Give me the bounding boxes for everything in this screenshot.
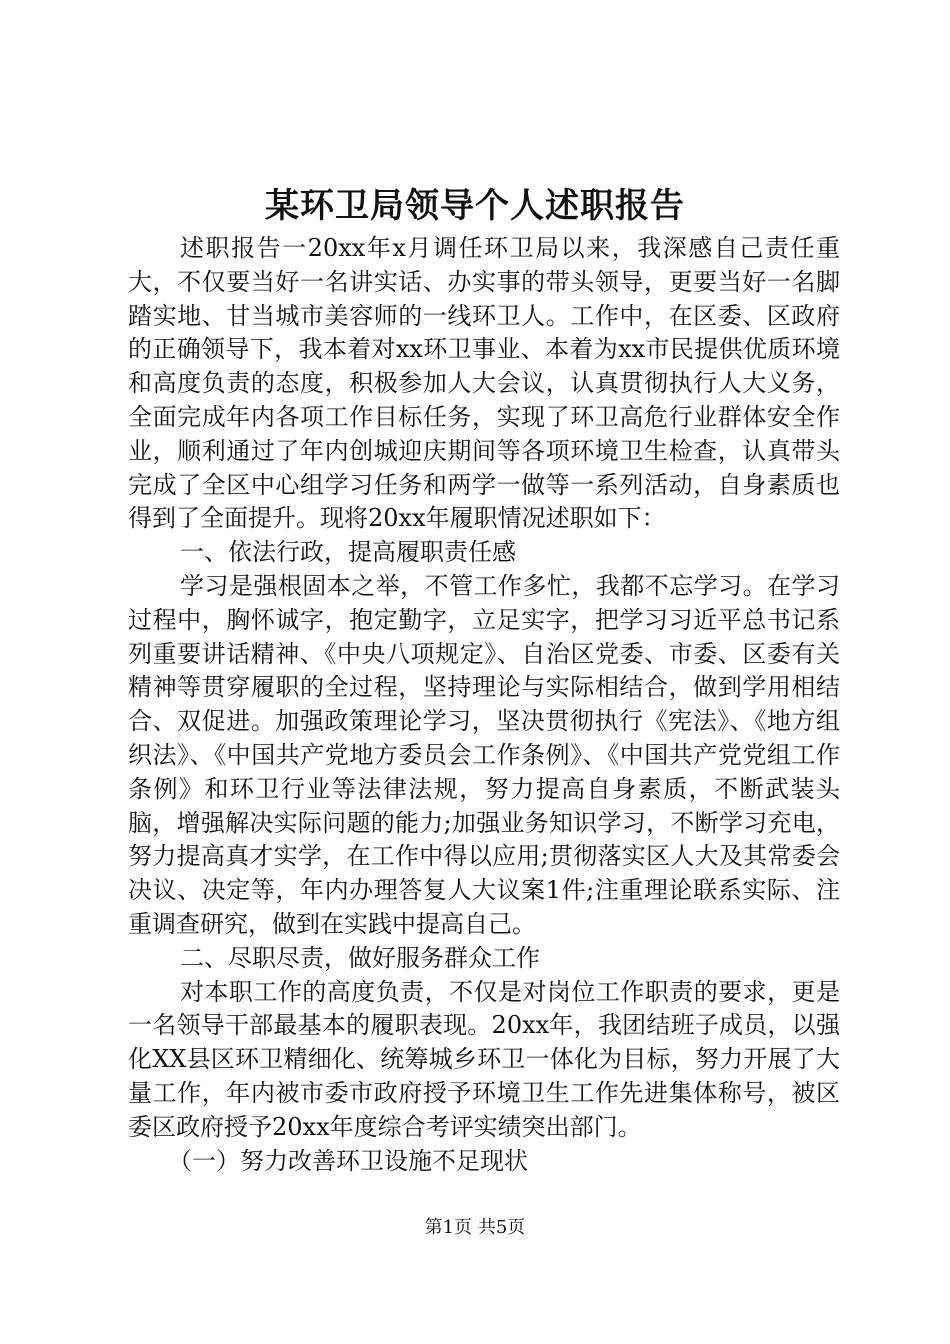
section-2-paragraph: 对本职工作的高度负责，不仅是对岗位工作职责的要求，更是一名领导干部最基本的履职表现。20xx年，我团结班子成员，以强化XX县区环卫精细化、统筹城乡环卫一体化为目标，努力开展了大量工作，年内被市委市政府授予环境卫生工作先进集体称号，被区委区政府授予20xx年度综合考评实绩突出部门。 bbox=[128, 977, 840, 1141]
page-title: 某环卫局领导个人述职报告 bbox=[265, 186, 685, 226]
subsection-heading-1: （一）努力改善环卫设施不足现状 bbox=[168, 1146, 528, 1175]
page-footer: 第1页 共5页 bbox=[424, 1217, 526, 1238]
section-1-paragraph: 学习是强根固本之举，不管工作多忙，我都不忘学习。在学习过程中，胸怀诚字，抱定勤字，立足实字，把学习习近平总书记系列重要讲话精神、《中央八项规定》、自治区党委、市委、区委有关精神等贯穿履职的全过程，坚持理论与实际相结合，做到学用相结合、双促进。加强政策理论学习，坚决贯彻执行《宪法》、《地方组织法》、《中国共产党地方委员会工作条例》、《中国共产党党组工作条例》和环卫行业等法律法规，努力提高自身素质，不断武装头脑，增强解决实际问题的能力;加强业务知识学习，不断学习充电，努力提高真才实学，在工作中得以应用;贯彻落实区人大及其常委会决议、决定等，年内办理答复人大议案1件;注重理论联系实际、注重调查研究，做到在实践中提高自己。 bbox=[128, 571, 840, 938]
intro-paragraph: 述职报告一20xx年x月调任环卫局以来，我深感自己责任重大，不仅要当好一名讲实话、办实事的带头领导，更要当好一名脚踏实地、甘当城市美容师的一线环卫人。工作中，在区委、区政府的正确领导下，我本着对xx环卫事业、本着为xx市民提供优质环境和高度负责的态度，积极参加人大会议，认真贯彻执行人大义务，全面完成年内各项工作目标任务，实现了环卫高危行业群体安全作业，顺利通过了年内创城迎庆期间等各项环境卫生检查，认真带头完成了全区中心组学习任务和两学一做等一系列活动，自身素质也得到了全面提升。现将20xx年履职情况述职如下： bbox=[128, 234, 840, 533]
section-heading-2: 二、尽职尽责，做好服务群众工作 bbox=[180, 943, 540, 972]
section-heading-1: 一、依法行政，提高履职责任感 bbox=[180, 538, 516, 567]
document-body bbox=[128, 232, 840, 1178]
